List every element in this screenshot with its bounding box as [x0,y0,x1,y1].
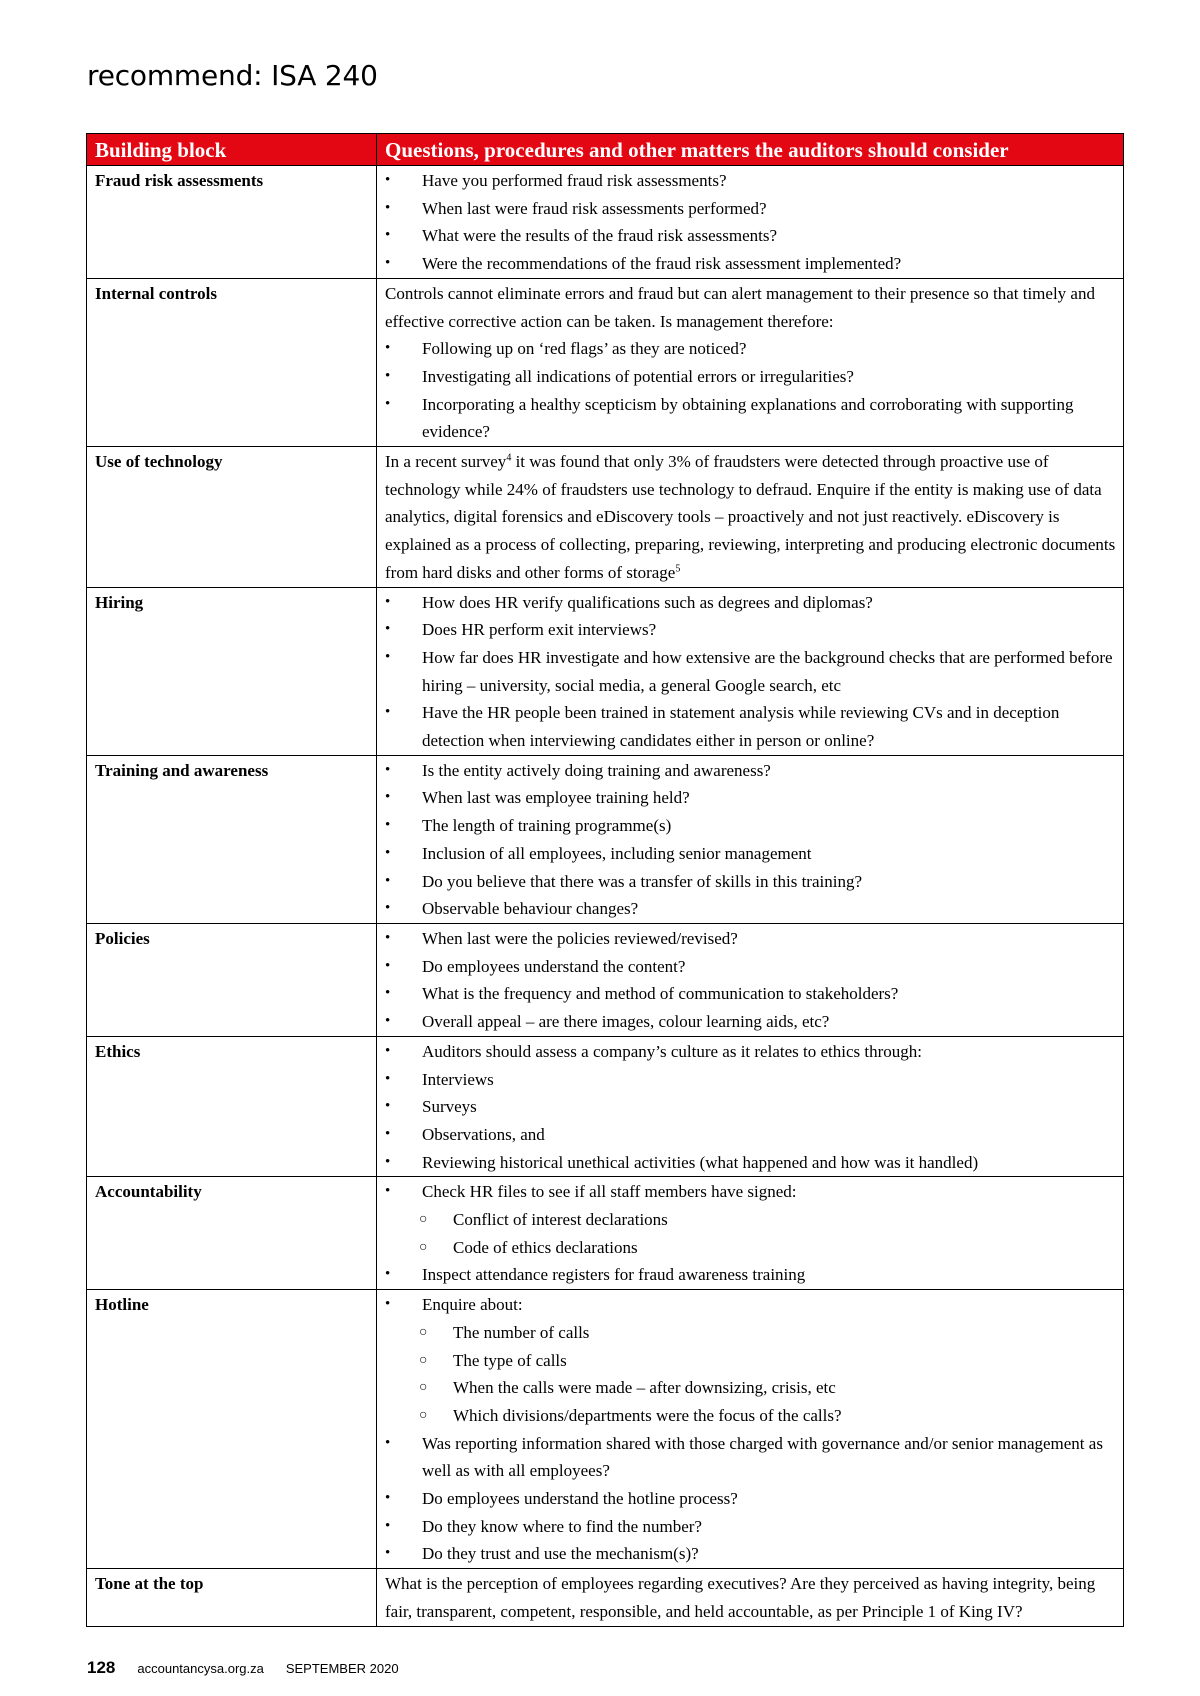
sub-bullet-item: ○ The number of calls [385,1319,1116,1347]
footer-site: accountancysa.org.za [137,1661,264,1676]
bullet-item: • The length of training programme(s) [385,812,1116,840]
bullet-item: • Interviews [385,1066,1116,1094]
building-block-label: Internal controls [87,278,377,446]
building-block-label: Use of technology [87,447,377,588]
sub-bullet-item: ○ When the calls were made – after downsizing, crisis, etc [385,1374,1116,1402]
technology-paragraph [385,448,1116,587]
bullet-item: • Check HR files to see if all staff members have signed: [385,1178,1116,1206]
bullet-item: • Auditors should assess a company’s culture as it relates to ethics through: [385,1038,1116,1066]
table-row [87,166,1124,279]
paragraph-text: it was found that only 3% of fraudsters were detected through proactive use of technology while 24% of fraudsters use technology to defraud. Enquire if the entity is making use of data analytics, digital forensics and eDiscovery tools – proactively and not just reactively. eDiscovery is explained as a process of collecting, preparing, reviewing, interpreting and producing electronic documents from hard disks and other forms of storage [385,452,1116,582]
bullet-item: • Does HR perform exit interviews? [385,616,1116,644]
bullet-item: • How does HR verify qualifications such as degrees and diplomas? [385,589,1116,617]
bullet-item: • Overall appeal – are there images, colour learning aids, etc? [385,1008,1116,1036]
building-block-label: Policies [87,923,377,1036]
table-row [87,447,1124,588]
table-row [87,1569,1124,1626]
building-block-label: Ethics [87,1036,377,1177]
paragraph-text: In a recent survey [385,452,507,472]
bullet-item: • Do employees understand the hotline process? [385,1485,1116,1513]
bullet-item: • How far does HR investigate and how extensive are the background checks that are performed before hiring – university, social media, a general Google search, etc [385,644,1116,699]
page-heading: recommend: ISA 240 [87,59,378,92]
footer-issue: SEPTEMBER 2020 [285,1661,399,1676]
considerations-cell [377,1177,1124,1290]
bullet-item: • When last was employee training held? [385,784,1116,812]
intro-paragraph: Controls cannot eliminate errors and fraud but can alert management to their presence so that timely and effective corrective action can be taken. Is management therefore: [385,283,1095,331]
column-header-building-block: Building block [87,134,377,166]
bullet-item: • Is the entity actively doing training and awareness? [385,757,1116,785]
bullet-item: • Was reporting information shared with those charged with governance and/or senior management as well as with all employees? [385,1430,1116,1485]
bullet-item: • Following up on ‘red flags’ as they are noticed? [385,335,1116,363]
bullet-item: • Do you believe that there was a transfer of skills in this training? [385,868,1116,896]
footnote-ref: 5 [675,563,681,575]
bullet-item: • Do employees understand the content? [385,953,1116,981]
building-block-label: Accountability [87,1177,377,1290]
table-row [87,587,1124,755]
bullet-item: • Surveys [385,1093,1116,1121]
bullet-item: • Observable behaviour changes? [385,895,1116,923]
bullet-item: • Inspect attendance registers for fraud awareness training [385,1261,1116,1289]
building-block-label: Training and awareness [87,755,377,923]
considerations-cell [377,1290,1124,1569]
table-row [87,755,1124,923]
page-footer [87,1658,399,1679]
footnote-ref: 4 [506,452,512,464]
considerations-cell [377,166,1124,279]
table-row [87,1290,1124,1569]
bullet-item: • Observations, and [385,1121,1116,1149]
building-block-label: Hotline [87,1290,377,1569]
bullet-item: • Enquire about: [385,1291,1116,1319]
bullet-item: • Were the recommendations of the fraud risk assessment implemented? [385,250,1116,278]
considerations-cell [377,278,1124,446]
table-row [87,1036,1124,1177]
bullet-item: • When last were the policies reviewed/revised? [385,925,1116,953]
table-header-row [87,134,1124,166]
sub-bullet-item: ○ The type of calls [385,1347,1116,1375]
considerations-cell [377,1036,1124,1177]
tone-paragraph: What is the perception of employees regarding executives? Are they perceived as having integrity, being fair, transparent, competent, responsible, and held accountable, as per Principle 1 of King IV? [385,1574,1096,1621]
sub-bullet-item: ○ Code of ethics declarations [385,1234,1116,1262]
sub-bullet-item: ○ Conflict of interest declarations [385,1206,1116,1234]
building-block-label: Hiring [87,587,377,755]
table-row [87,1177,1124,1290]
bullet-item: • Do they trust and use the mechanism(s)? [385,1540,1116,1568]
bullet-item: • Investigating all indications of potential errors or irregularities? [385,363,1116,391]
bullet-item: • When last were fraud risk assessments performed? [385,195,1116,223]
bullet-item: • Have the HR people been trained in statement analysis while reviewing CVs and in deception detection when interviewing candidates either in person or online? [385,699,1116,754]
building-block-label: Fraud risk assessments [87,166,377,279]
column-header-questions: Questions, procedures and other matters the auditors should consider [377,134,1124,166]
considerations-cell [377,755,1124,923]
considerations-cell [377,587,1124,755]
considerations-cell [377,923,1124,1036]
bullet-item: • Do they know where to find the number? [385,1513,1116,1541]
considerations-cell [377,1569,1124,1626]
bullet-item: • What is the frequency and method of communication to stakeholders? [385,980,1116,1008]
sub-bullet-item: ○ Which divisions/departments were the focus of the calls? [385,1402,1116,1430]
building-blocks-table [86,133,1124,1627]
bullet-item: • Inclusion of all employees, including senior management [385,840,1116,868]
bullet-item: • Reviewing historical unethical activities (what happened and how was it handled) [385,1149,1116,1177]
table-row [87,278,1124,446]
building-block-label: Tone at the top [87,1569,377,1626]
considerations-cell [377,447,1124,588]
table-row [87,923,1124,1036]
bullet-item: • Have you performed fraud risk assessments? [385,167,1116,195]
page-number: 128 [87,1658,116,1677]
bullet-item: • What were the results of the fraud risk assessments? [385,222,1116,250]
bullet-item: • Incorporating a healthy scepticism by obtaining explanations and corroborating with supporting evidence? [385,391,1116,446]
